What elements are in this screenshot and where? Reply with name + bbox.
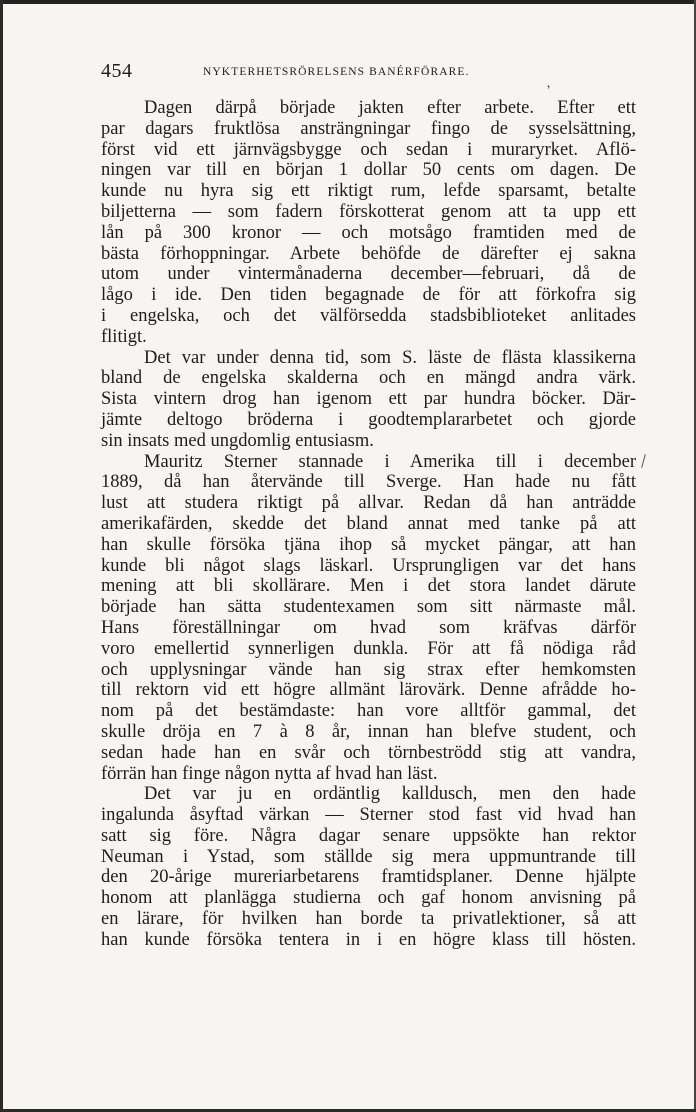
scan-border-left: [0, 0, 3, 1112]
text-line: jämte deltogo bröderna i goodtemplararbetet och gjorde: [101, 409, 636, 430]
text-line: utom under vintermånaderna december—februari, då de: [101, 264, 636, 285]
text-line: flitigt.: [101, 326, 147, 347]
text-line: han kunde försöka tentera in i en högre klass till hösten.: [101, 929, 636, 950]
text-line: han skulle försöka tjäna ihop så mycket pängar, att han: [101, 534, 636, 555]
text-line: biljetterna — som fadern förskotterat genom att ta upp ett: [101, 201, 636, 222]
text-line: lust att studera riktigt på allvar. Redan då han anträdde: [101, 493, 636, 514]
text-line: sin insats med ungdomlig entusiasm.: [101, 430, 374, 451]
text-line: Det var under denna tid, som S. läste de flästa klassikerna: [144, 347, 636, 368]
text-line: ingalunda åsyftad värkan — Sterner stod fast vid hvad han: [101, 805, 636, 826]
text-line: Sista vintern drog han igenom ett par hundra böcker. Där-: [101, 389, 636, 410]
text-line: ningen var till en början 1 dollar 50 cents om dagen. De: [101, 160, 636, 181]
text-line: amerikafärden, skedde det bland annat med tanke på att: [101, 513, 636, 534]
text-line: honom att planlägga studierna och gaf honom anvisning på: [101, 888, 636, 909]
text-line: Neuman i Ystad, som ställde sig mera uppmuntrande till: [101, 846, 636, 867]
text-line: började han sätta studentexamen som sitt närmaste mål.: [101, 597, 636, 618]
body-text: [101, 98, 636, 951]
text-line: skulle dröja en 7 à 8 år, innan han blefve student, och: [101, 721, 636, 742]
text-line: satt sig före. Några dagar senare uppsökte han rektor: [101, 825, 636, 846]
text-line: Dagen därpå började jakten efter arbete. Efter ett: [144, 98, 636, 118]
text-line: sedan hade han en svår och törnbeströdd stig att vandra,: [101, 742, 636, 763]
text-line: kunde nu hyra sig ett riktigt rum, lefde sparsamt, betalte: [101, 181, 636, 202]
text-line: nom på det bestämdaste: han vore alltför gammal, det: [101, 701, 636, 722]
text-line: en lärare, för hvilken han borde ta privatlektioner, så att: [101, 909, 636, 930]
text-line: lån på 300 kronor — och motsågo framtiden med de: [101, 222, 636, 243]
text-line: kunde bli något slags läskarl. Ursprungligen var det hans: [101, 555, 636, 576]
page-number: 454: [101, 60, 133, 82]
text-line: Det var ju en ordäntlig kalldusch, men den hade: [144, 784, 636, 805]
text-line: den 20-årige mureriarbetarens framtidsplaner. Denne hjälpte: [101, 867, 636, 888]
text-line: par dagars fruktlösa ansträngningar fingo de sysselsättning,: [101, 118, 636, 139]
text-line: bland de engelska skalderna och en mängd andra värk.: [101, 368, 636, 389]
text-line: till rektorn vid ett högre allmänt lärovärk. Denne afrådde ho-: [101, 680, 636, 701]
text-line: lågo i ide. Den tiden begagnade de för att förkofra sig: [101, 285, 636, 306]
text-line: bästa förhoppningar. Arbete behöfde de därefter ej sakna: [101, 243, 636, 264]
text-line: 1889, då han återvände till Sverge. Han hade nu fått: [101, 472, 636, 493]
page-header: [101, 60, 636, 90]
text-line: Hans föreställningar om hvad som kräfvas därför: [101, 617, 636, 638]
text-line: först vid ett järnvägsbygge och sedan i muraryrket. Aflö-: [101, 139, 636, 160]
text-line: voro emellertid synnerligen dunkla. För att få nödiga råd: [101, 638, 636, 659]
text-line: och upplysningar vände han sig strax efter hemkomsten: [101, 659, 636, 680]
scan-border-top: [0, 0, 696, 4]
margin-mark: [641, 454, 646, 468]
text-line: mening att bli skollärare. Men i det stora landet därute: [101, 576, 636, 597]
running-head: NYKTERHETSRÖRELSENS BANÉRFÖRARE.: [203, 66, 470, 78]
text-line: i engelska, och det välförsedda stadsbiblioteket anlitades: [101, 305, 636, 326]
text-line: förrän han finge någon nytta af hvad han läst.: [101, 763, 438, 784]
text-line: Mauritz Sterner stannade i Amerika till i december: [144, 451, 636, 472]
stray-mark: ,: [543, 75, 552, 91]
